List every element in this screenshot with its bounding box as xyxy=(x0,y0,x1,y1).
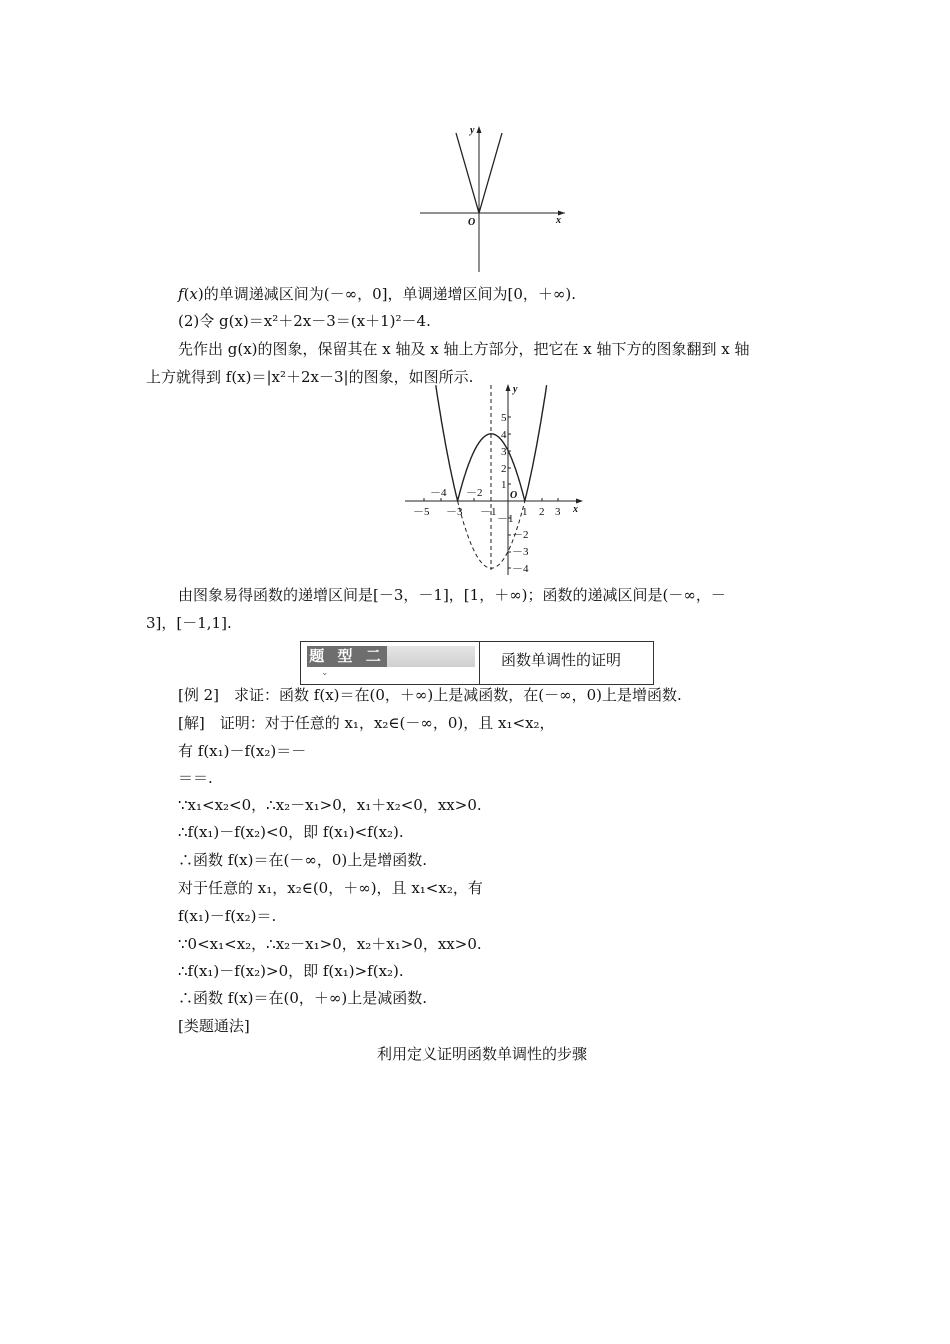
x-axis-label: x xyxy=(556,215,561,226)
paragraph-gx-definition: (2)令 g(x)＝x²＋2x－3＝(x＋1)²－4. xyxy=(178,312,431,330)
para1-text: 的单调递减区间为(－∞，0]，单调递增区间为[0，＋∞). xyxy=(203,285,577,303)
y-tick-4: 4 xyxy=(501,429,507,441)
y-axis-arrow xyxy=(506,384,511,391)
question-type-label: 题 型 二 xyxy=(307,646,387,667)
solution-line-1: [解] 证明：对于任意的 x₁，x₂∈(－∞，0)，且 x₁<x₂， xyxy=(178,714,555,732)
question-type-title: 函数单调性的证明 xyxy=(501,651,622,669)
solution-line-6: ∴函数 f(x)＝在(－∞，0)上是增函数. xyxy=(178,851,427,869)
solution-line-9: ∵0<x₁<x₂，∴x₂－x₁>0，x₂＋x₁>0，xx>0. xyxy=(178,935,482,953)
x-tick-neg4: －4 xyxy=(430,487,447,499)
x-tick-neg1: －1 xyxy=(480,506,497,518)
y-axis-label: y xyxy=(470,125,475,136)
fx-symbol: f(x) xyxy=(178,285,204,303)
paragraph-monotonic-intervals xyxy=(178,284,576,304)
y-tick-2: 2 xyxy=(501,463,507,475)
solution-line-4: ∵x₁<x₂<0，∴x₂－x₁>0，x₁＋x₂<0，xx>0. xyxy=(178,796,482,814)
x-tick-1: 1 xyxy=(522,506,528,518)
y-tick-5: 5 xyxy=(501,412,507,424)
y-tick-neg1: －1 xyxy=(497,513,514,525)
solution-line-11: ∴函数 f(x)＝在(0，＋∞)上是减函数. xyxy=(178,989,427,1007)
chevron-down-icon: ⌄ xyxy=(321,668,329,678)
solution-line-8: f(x₁)－f(x₂)＝. xyxy=(178,907,277,925)
figure-abs-quadratic-graph xyxy=(400,380,600,580)
y-tick-1: 1 xyxy=(501,479,507,491)
paragraph-construct-line1: 先作出 g(x)的图象，保留其在 x 轴及 x 轴上方部分，把它在 x 轴下方的图象翻到 x 轴 xyxy=(178,340,750,358)
paragraph-intervals-line1: 由图象易得函数的递增区间是[－3，－1]，[1，＋∞)；函数的递减区间是(－∞，－ xyxy=(178,586,726,604)
solution-line-3: ＝＝. xyxy=(178,769,213,787)
y-tick-neg2: －2 xyxy=(512,529,529,541)
x-tick-neg3: －3 xyxy=(446,506,463,518)
question-type-tag xyxy=(307,646,475,667)
x-tick-3: 3 xyxy=(555,506,561,518)
paragraph-construct-line2: 上方就得到 f(x)＝|x²＋2x－3|的图象，如图所示. xyxy=(146,368,474,386)
y-tick-3: 3 xyxy=(501,446,507,458)
solution-line-2: 有 f(x₁)－f(x₂)＝－ xyxy=(178,742,307,760)
solution-line-10: ∴f(x₁)－f(x₂)>0，即 f(x₁)>f(x₂). xyxy=(178,962,404,980)
x-tick-2: 2 xyxy=(539,506,545,518)
x-axis-label: x xyxy=(573,504,578,515)
class-method-heading: [类题通法] xyxy=(178,1017,250,1035)
example-2-statement: [例 2] 求证：函数 f(x)＝在(0，＋∞)上是减函数，在(－∞，0)上是增函数. xyxy=(178,686,682,704)
x-tick-neg5: －5 xyxy=(413,506,430,518)
banner-divider xyxy=(479,642,480,684)
origin-label: O xyxy=(510,490,518,501)
origin-label: O xyxy=(468,217,476,228)
x-tick-neg2: －2 xyxy=(466,487,483,499)
x-axis-arrow xyxy=(576,499,583,504)
method-title: 利用定义证明函数单调性的步骤 xyxy=(377,1045,588,1063)
y-axis-arrow xyxy=(477,126,482,133)
y-tick-neg3: －3 xyxy=(512,546,529,558)
y-axis-label: y xyxy=(513,384,518,395)
paragraph-intervals-line2: 3]，[－1,1]. xyxy=(146,614,232,632)
solution-line-7: 对于任意的 x₁，x₂∈(0，＋∞)，且 x₁<x₂，有 xyxy=(178,879,483,897)
figure-abs-x-graph xyxy=(415,120,585,280)
y-tick-neg4: －4 xyxy=(512,563,529,575)
question-type-banner xyxy=(300,641,654,685)
solution-line-5: ∴f(x₁)－f(x₂)<0，即 f(x₁)<f(x₂). xyxy=(178,823,404,841)
